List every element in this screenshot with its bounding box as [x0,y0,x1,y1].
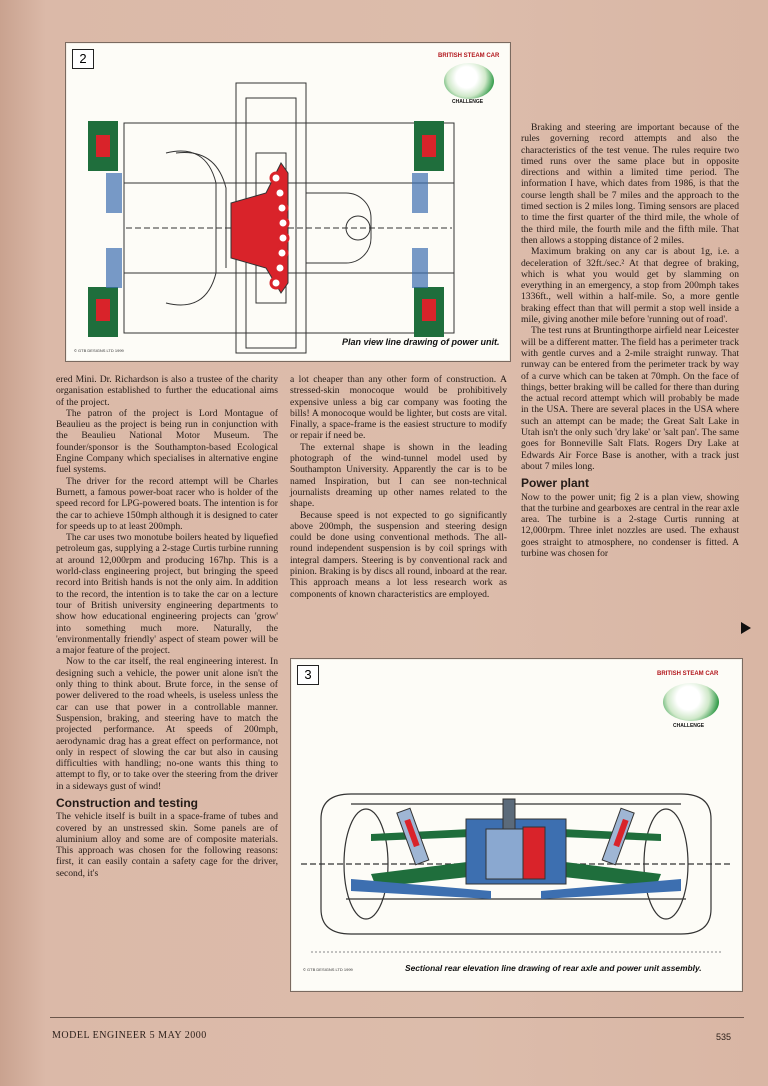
footer-rule [50,1017,744,1018]
paragraph: The driver for the record attempt will be Charles Burnett, a famous power-boat racer who is holder of the speed record for LPG-powered boats. The intention is for the car to achieve 150mph although it is designed to cater for speeds up to at least 200mph. [56,475,278,532]
paragraph: Maximum braking on any car is about 1g, i.e. a deceleration of 32ft./sec.² At that degree of braking, which is what you would get by slamming on everything in an emergency, a stop from 200mph takes 1336ft., well within a half-mile. So, a more gentle braking effect than that will permit a stop well inside a mile, giving another mile before 'running out of road'. [521,246,739,326]
page-number: 535 [716,1032,732,1042]
figure-credit: © GTB DESIGNS LTD 1999 [303,967,353,972]
continue-arrow-icon [741,622,751,634]
logo-text-top: BRITISH STEAM CAR [438,53,500,59]
logo-text-bottom: CHALLENGE [452,99,484,105]
figure-number: 2 [72,49,94,69]
text-column-left [56,374,278,879]
british-steam-car-logo [438,49,504,109]
paragraph: The vehicle itself is built in a space-frame of tubes and covered by an unstressed skin. Some panels are of aluminium alloy and some are of composite materials. This approach was chosen for the following reasons: first, it can easily contain a safety cage for the driver, second, it's [56,811,278,879]
footer-publication: MODEL ENGINEER 5 MAY 2000 [52,1030,207,1041]
logo-text-bottom: CHALLENGE [673,723,705,729]
section-heading: Power plant [521,476,590,491]
figure-caption: Sectional rear elevation line drawing of rear axle and power unit assembly. [405,963,702,973]
british-steam-car-logo [657,667,733,735]
paragraph: The car uses two monotube boilers heated by liquefied petroleum gas, supplying a 2-stage Curtis turbine running at around 12,000rpm and producing 167hp. This is a world-class engineering project, but bringing the speed record into British hands is not the only aim. In addition to the record, the intention is to take the car on a lecture tour of British university engineering departments to show how educational engineering projects can 'grow' into something much more. Naturally, the 'environmentally friendly' aspect of steam power will be a major feature of the project. [56,532,278,657]
paragraph: The test runs at Bruntingthorpe airfield near Leicester will be a different matter. The field has a perimeter track with gentle curves and a 2-mile straight runway. That runway can be entered from the perimeter track by way of a curve which can be taken at 70mph. On the face of things, better braking will be called for there than during the actual record attempt which will probably be made in the USA. There are several places in the USA where such an attempt can be made; the Great Salt Lake in Utah isn't the only such 'dry lake' or 'salt pan'. The same goes for Bonneville Salt Flats. Rogers Dry Lake at Edwards Air Force Base is another, with a track just about 7 miles long. [521,325,739,472]
paragraph: The external shape is shown in the leading photograph of the wind-tunnel model used by Southampton University. Apparently the car is to be named Inspiration, but I can see non-technical journalists dreaming up other names related to the shape. [290,441,507,510]
paragraph: Now to the power unit; fig 2 is a plan view, showing that the turbine and gearboxes are central in the rear axle area. The turbine is a 2-stage Curtis running at 12,000rpm. Three inlet nozzles are used. The exhaust goes straight to atmosphere, no condenser is fitted. A turbine was chosen for [521,491,739,559]
figure-2-plan-view [65,42,511,362]
figure-number: 3 [297,665,319,685]
paragraph: Braking and steering are important because of the rules governing record attempts and also the characteristics of the test venue. The rules require two timed runs over the same place but in opposite directions and within a limited time period. The information I have, which dates from 1986, is that the course length shall be 7 miles and the approach to the timed section is 2 miles long. Timing sensors are placed to time the first quarter of the third mile, the whole of the third mile, the fourth mile and the fifth mile. That then allows a stopping distance of 2 miles. [521,122,739,246]
paragraph: Because speed is not expected to go significantly above 200mph, the suspension and steering design could be done using conventional methods. The all-round independent suspension is by coil springs with integral dampers. Steering is by conventional rack and pinion. Braking is by discs all round, inboard at the rear. This approach means a lot less research work as components of known characteristics are employed. [290,509,507,600]
text-column-right [521,122,739,559]
paragraph: The patron of the project is Lord Montague of Beaulieu as the project is being run in conjunction with the Beaulieu National Motor Museum. The founder/sponsor is the Southampton-based Ecological Engine Company which specialises in alternative engine fuel systems. [56,407,278,476]
logo-text-top: BRITISH STEAM CAR [657,671,719,677]
section-heading: Construction and testing [56,795,198,810]
figure-3-rear-elevation [290,658,743,992]
figure-credit: © GTB DESIGNS LTD 1999 [74,348,124,353]
paragraph: Now to the car itself, the real engineering interest. In designing such a vehicle, the power unit alone isn't the only thing to think about. Brute force, in the sense of power delivered to the road wheels, is useless unless the car can use that power in a controllable manner. Suspension, braking, and steering have to match the projected performance. At speeds of 200mph, aerodynamic drag has a great effect on performance, not only in respect of slowing the car but also in causing difficulties with handling; no-one wants this thing to attempt to fly, or to take over the steering from the driver in a sideways gust of wind! [56,656,278,792]
figure-caption: Plan view line drawing of power unit. [342,337,500,347]
paragraph: ered Mini. Dr. Richardson is also a trustee of the charity organisation established to further the educational aims of the project. [56,374,278,408]
text-column-middle [290,374,507,600]
paragraph: a lot cheaper than any other form of construction. A stressed-skin monocoque would be prohibitively expensive unless a big car company was footing the bills! A monocoque would be lighter, but costs are vital. Finally, a space-frame is the easiest structure to modify or repair if need be. [290,374,507,442]
